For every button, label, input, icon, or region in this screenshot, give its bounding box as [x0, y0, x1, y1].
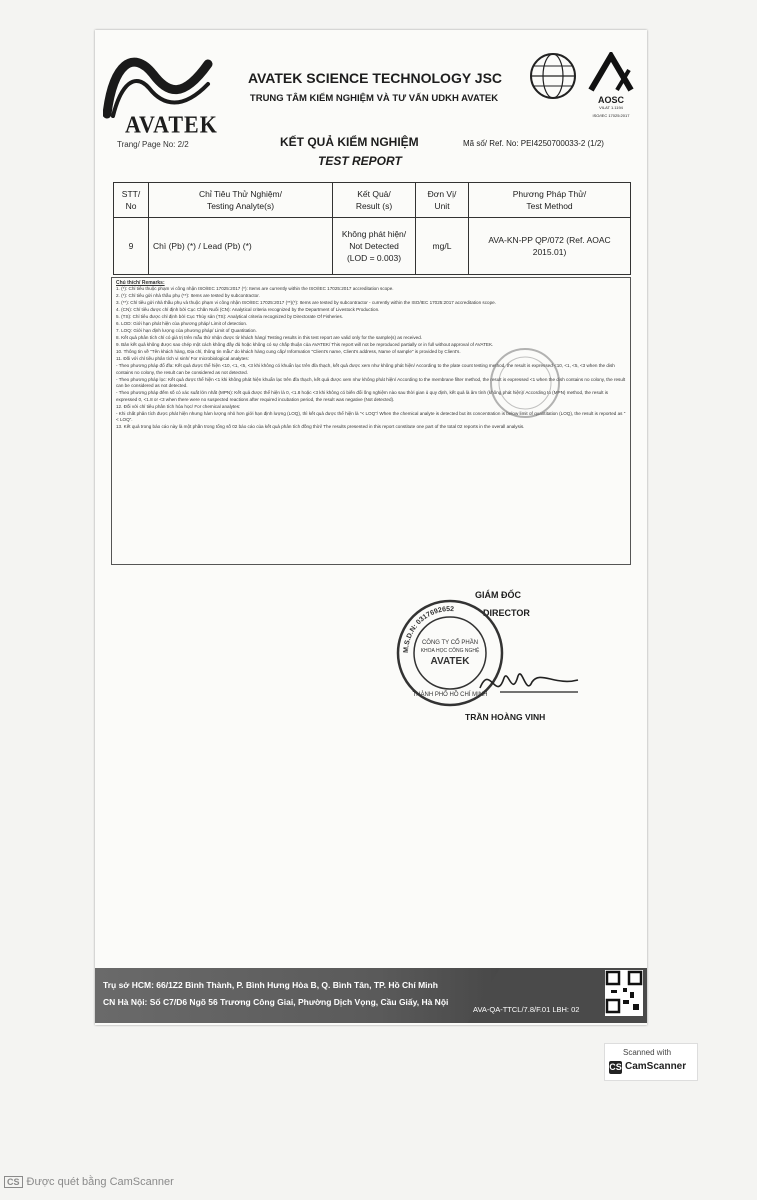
- report-title-vi: KẾT QUẢ KIỂM NGHIỆM: [280, 135, 419, 149]
- remark-item: 12. Đối với chỉ tiêu phân tích hóa học/ For chemical analytes:: [116, 403, 241, 409]
- footer-address-hcm: Trụ sở HCM: 66/1Z2 Bình Thành, P. Bình Hưng Hòa B, Q. Bình Tân, TP. Hồ Chí Minh: [103, 980, 438, 990]
- remark-item: - Theo phương pháp lọc: Kết quả được thể hiện <1 khi không phát hiện khuẩn lạc trên đĩa thạch, kết quả được xem như không phát hiện/ According to the membrane filter method, the result is expressed <1 when the dish contains no colony, the result can be considered as not detected.: [116, 376, 626, 389]
- header-result: Kết Quả/ Result (s): [333, 183, 416, 218]
- table-header-row: [114, 183, 631, 218]
- seal-stamp-icon: [488, 343, 562, 423]
- aosc-accreditation-mark: [583, 52, 639, 128]
- page-number: Trang/ Page No: 2/2: [117, 140, 189, 149]
- remark-item: 10. Thông tin về "Tên khách hàng, Địa chỉ, thông tin mẫu" do khách hàng cung cấp/ Information "Client's name, Client's address, Name of sample" is provided by Client's.: [116, 349, 461, 355]
- scanned-with-label: Scanned with: [623, 1048, 672, 1057]
- cell-unit: mg/L: [416, 218, 469, 275]
- remarks-title: Chú thích/ Remarks:: [116, 280, 165, 286]
- camscanner-name: CamScanner: [625, 1061, 687, 1072]
- remark-item: 7. LOQ: Giới hạn định lượng của phương pháp/ Limit of Quantitation.: [116, 328, 257, 334]
- svg-text:M.S.D.N: 0317692652: [403, 606, 454, 653]
- remark-item: 1. (*): Chỉ tiêu thuộc phạm vi công nhận ISO/IEC 17025:2017 (*): Items are currently within the ISO/IEC 17025:2017 accreditation scope.: [116, 286, 394, 292]
- stamp-outer-text: M.S.D.N: 0317692652: [402, 605, 455, 654]
- cell-result: Không phát hiện/ Not Detected (LOD = 0.003): [333, 218, 416, 275]
- director-name: TRẦN HOÀNG VINH: [465, 712, 546, 722]
- stamp-line-4: THÀNH PHỐ HỒ CHÍ MINH: [412, 692, 488, 698]
- remark-item: 5. (TS): Chỉ tiêu được chỉ định bởi Cục Thủy sản (TS): Analytical criteria recognized by Directorate Of Fisheries.: [116, 314, 344, 320]
- remark-item: 13. Kết quả trong báo cáo này là một phần trong tổng số 02 báo cáo của kết quả phân tích đồng thời/ The results presented in this report constitute one part of the total 02 reports in the overall analysis.: [116, 424, 525, 430]
- footer-bar: [95, 968, 647, 1023]
- cell-analyte: Chì (Pb) (*) / Lead (Pb) (*): [149, 218, 333, 275]
- form-code: AVA-QA-TTCL/7.8/F.01 LBH: 02: [473, 1005, 580, 1014]
- footer-light-band: [95, 968, 500, 1023]
- director-signature: [460, 658, 580, 710]
- qr-code-icon: [605, 970, 643, 1016]
- results-table: [113, 182, 631, 275]
- header-no: STT/ No: [114, 183, 149, 218]
- remark-item: 4. (CN): Chỉ tiêu được chỉ định bởi Cục Chăn Nuôi (CN): Analytical criteria recognized by the Department of Livestock Production.: [116, 307, 380, 313]
- aosc-label: AOSC: [597, 95, 624, 105]
- avatek-logo-text: AVATEK: [125, 110, 218, 139]
- table-row: [114, 218, 631, 275]
- certification-globe-icon: [528, 50, 578, 108]
- remark-item: - Theo phương pháp đếm số có xác suất lớn nhất (MPN): Kết quả được thể hiện là 0, <1.8 hoặc <3 khi không có biến đổi ống nghiệm nào sau thời gian ủ quy định, kết quả là âm tính (không phát hiện)/ According to (MPN) method, the result is expressed 0, <1.8 or <3 when there were no suspected reactions after required incubation period, the result was negative (Not detected).: [116, 390, 609, 402]
- header-unit: Đơn Vị/ Unit: [416, 183, 469, 218]
- camscanner-badge: [604, 1043, 698, 1081]
- report-number: Mã số/ Ref. No: PEI4250700033-2 (1/2): [463, 139, 604, 148]
- director-title-vi: GIÁM ĐỐC: [475, 590, 521, 600]
- camscanner-mini-icon: CS: [4, 1176, 23, 1188]
- header-analyte: Chỉ Tiêu Thử Nghiệm/ Testing Analyte(s): [149, 183, 333, 218]
- company-name-vi: TRUNG TÂM KIỂM NGHIỆM VÀ TƯ VẤN UDKH AVATEK: [249, 93, 499, 104]
- cell-method: AVA-KN-PP QP/072 (Ref. AOAC 2015.01): [469, 218, 631, 275]
- remark-item: 8. Kết quả phân tích chỉ có giá trị trên mẫu thử nhận được từ khách hàng/ Testing results in this test report are valid only for the sample(s) as received.: [116, 335, 423, 341]
- remark-item: 11. Đối với chỉ tiêu phân tích vi sinh/ For microbiological analytes:: [116, 356, 249, 362]
- remark-item: 2. (*): Chỉ tiêu gửi nhà thầu phụ (**): Items are tested by subcontractor.: [116, 293, 260, 299]
- bottom-watermark: [4, 1176, 174, 1188]
- remark-item: 6. LOD: Giới hạn phát hiện của phương pháp/ Limit of detection.: [116, 321, 248, 327]
- aosc-triangle-icon: [583, 52, 639, 92]
- remark-item: - Khi chất phân tích được phát hiện nhưng hàm lượng nhỏ hơn giới hạn định lượng (LOQ), thì kết quả được thể hiện là "< LOQ"/ When the chemical analyte is detected but its concentration is below limit of quantitation (LOQ), the result is reported as "< LOQ".: [116, 410, 626, 423]
- cell-no: 9: [114, 218, 149, 275]
- camscanner-logo-icon: CS: [609, 1062, 622, 1072]
- test-report-sheet: [95, 30, 647, 1025]
- aosc-sub: VILAT 1.1194: [599, 105, 623, 110]
- stamp-line-3: AVATEK: [430, 656, 470, 667]
- aosc-standard: ISO/IEC 17025:2017: [592, 113, 630, 118]
- remark-item: 3. (**): Chỉ tiêu gửi nhà thầu phụ và thuộc phạm vi công nhận ISO/IEC 17025:2017 (**)(*): Items are tested by subcontractor - currently within the ISO/IEC 17025:2017 accreditation scope.: [116, 300, 496, 306]
- footer-address-hn: CN Hà Nội: Số C7/D6 Ngõ 56 Trương Công Giai, Phường Dịch Vọng, Cầu Giấy, Hà Nội: [103, 997, 449, 1007]
- remark-item: - Theo phương pháp đổ đĩa: Kết quả được thể hiện <10, <1, <5, <3 khi không có khuẩn lạc trên đĩa thạch, kết quả được xem như không phát hiện/ According to the plate count testing method, the result is expressed <10, <1, <5, <3 when the dish contains no colony, the result can be considered as not detected.: [116, 363, 615, 375]
- stamp-line-1: CÔNG TY CỔ PHẦN: [421, 640, 479, 646]
- director-title-en: DIRECTOR: [483, 608, 530, 618]
- company-name: AVATEK SCIENCE TECHNOLOGY JSC: [247, 70, 503, 86]
- header-method: Phương Pháp Thử/ Test Method: [469, 183, 631, 218]
- remark-item: 9. Bản kết quả không được sao chép một cách không đầy đủ hoặc không có sự chấp thuận của AVATEK/ This report will not be reproduced partially or in full without approval of AVATEK.: [116, 342, 494, 348]
- stamp-line-2: KHOA HỌC CÔNG NGHỆ: [420, 648, 480, 654]
- report-title-en: TEST REPORT: [318, 154, 402, 168]
- scanned-by-text: Được quét bằng CamScanner: [26, 1176, 174, 1188]
